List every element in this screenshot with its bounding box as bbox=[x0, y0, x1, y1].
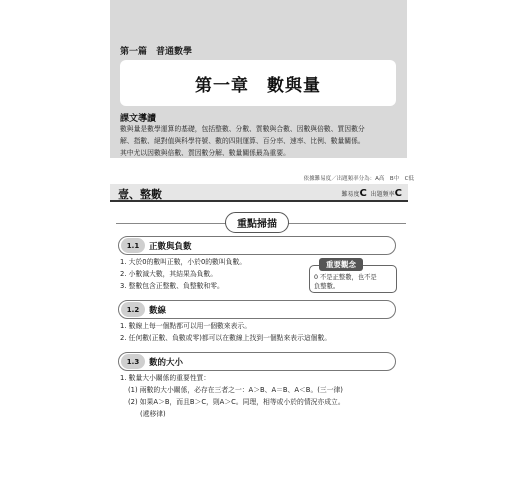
list-item: 2. 任何數(正數、負數或零)都可以在數線上找到一個點來表示這個數。 bbox=[120, 334, 332, 342]
section-bar bbox=[110, 184, 408, 202]
chapter-title-box bbox=[120, 60, 396, 106]
list-item: (2) 如果A＞B，而且B＞C，則A＞C。同理，相等或小於的情況亦成立。 bbox=[128, 398, 345, 406]
difficulty-grade: C bbox=[359, 188, 367, 199]
frequency-label: 出題頻率 bbox=[370, 191, 395, 198]
list-item: 3. 整數包含正整數、負整數和零。 bbox=[120, 282, 224, 290]
subsection-list bbox=[120, 372, 345, 420]
subsection-title: 數的大小 bbox=[149, 358, 184, 368]
subsection-list bbox=[120, 256, 246, 292]
intro-heading: 課文導讀 bbox=[120, 114, 157, 124]
difficulty-label: 難易度 bbox=[341, 191, 360, 198]
subsection-title: 正數與負數 bbox=[149, 242, 192, 252]
subsection-number: 1.3 bbox=[121, 354, 145, 369]
concept-text bbox=[314, 273, 394, 291]
chapter-title: 第一章 數與量 bbox=[195, 75, 321, 96]
rating-legend-note: 依據難易度／出題頻率分為：A高 B中 C低 bbox=[303, 176, 414, 182]
subsection-list bbox=[120, 320, 331, 344]
subsection-heading bbox=[118, 236, 396, 255]
section-ratings bbox=[341, 188, 402, 199]
list-item: 1. 數量大小關係的重要性質： bbox=[120, 374, 211, 382]
section-title: 壹、整數 bbox=[118, 188, 162, 201]
subsection-number: 1.2 bbox=[121, 302, 145, 317]
concept-line: 負整數。 bbox=[314, 283, 340, 290]
concept-line: 0 不是正整數，也不是 bbox=[314, 274, 377, 281]
intro-line: 數與量是數學運算的基礎，包括整數、分數、質數與合數、因數與倍數、質因數分 bbox=[120, 125, 365, 133]
part-label: 第一篇 普通數學 bbox=[120, 47, 193, 57]
subsection-title: 數線 bbox=[149, 306, 167, 316]
intro-line: 解、指數、絕對值與科學符號、數的四則運算、百分率、速率、比例、數量關係。 bbox=[120, 137, 365, 145]
focus-title: 重點掃描 bbox=[225, 212, 289, 233]
list-item: 1. 數線上每一個點都可以用一個數來表示。 bbox=[120, 322, 251, 330]
list-item: (1) 兩數的大小關係，必存在三者之一：A＞B、A＝B、A＜B。(三一律) bbox=[128, 386, 343, 394]
frequency-grade: C bbox=[394, 188, 402, 199]
intro-line: 其中尤以因數與倍數、質因數分解、數量關係最為重要。 bbox=[120, 149, 290, 157]
subsection-heading bbox=[118, 300, 396, 319]
concept-label: 重要觀念 bbox=[319, 258, 363, 271]
subsection-number: 1.1 bbox=[121, 238, 145, 253]
intro-text bbox=[120, 123, 402, 159]
list-item: 1. 大於0的數叫正數，小於0的數叫負數。 bbox=[120, 258, 247, 266]
list-item: 2. 小數減大數，其結果為負數。 bbox=[120, 270, 218, 278]
list-item: (遞移律) bbox=[140, 410, 166, 418]
subsection-heading bbox=[118, 352, 396, 371]
